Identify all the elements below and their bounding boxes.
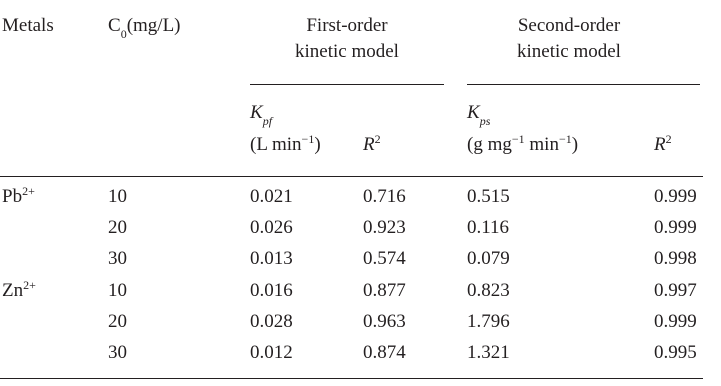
cell-r2-first: 0.716 [363,186,406,207]
header-r2-first-letter: R [363,134,375,155]
header-r2-first-sup: 2 [374,132,381,146]
metal-symbol: Pb [2,186,23,207]
header-first-order-line1: First-order [306,15,388,36]
cell-r2-second: 0.998 [654,248,697,269]
header-kps [467,102,491,128]
header-kps-unit-g: (g mg [467,134,512,155]
header-kps-letter: K [467,102,480,123]
cell-kpf: 0.013 [250,248,293,269]
second-order-group-rule [467,84,700,85]
cell-c0: 10 [108,280,127,301]
header-kpf-unit-close: ) [314,134,321,155]
cell-kpf: 0.012 [250,342,293,363]
cell-kps: 0.079 [467,248,510,269]
header-kpf-unit [250,134,321,157]
header-c0-subscript: 0 [120,27,127,41]
cell-c0: 30 [108,248,127,269]
header-second-order-line2: kinetic model [517,41,621,62]
header-kpf [250,102,273,128]
header-metals: Metals [2,15,54,36]
cell-c0: 10 [108,186,127,207]
header-kpf-unit-sup: −1 [301,132,315,146]
cell-kpf: 0.028 [250,311,293,332]
table-bottom-rule [0,378,703,379]
cell-c0: 30 [108,342,127,363]
cell-r2-first: 0.923 [363,217,406,238]
header-kps-unit [467,134,578,157]
header-c0 [108,15,181,41]
cell-r2-second: 0.999 [654,311,697,332]
header-kpf-subscript: pf [262,114,273,128]
cell-kps: 1.796 [467,311,510,332]
cell-r2-first: 0.963 [363,311,406,332]
header-kps-unit-close: ) [571,134,579,155]
header-kpf-letter: K [250,102,263,123]
header-r2-second [654,134,672,157]
header-rule [0,176,703,177]
cell-c0: 20 [108,217,127,238]
cell-r2-second: 0.999 [654,217,697,238]
cell-r2-second: 0.997 [654,280,697,301]
header-kps-unit-min: min [524,134,559,155]
header-r2-second-letter: R [654,134,666,155]
header-second-order [467,15,671,63]
cell-r2-second: 0.999 [654,186,697,207]
header-r2-second-sup: 2 [665,132,672,146]
metal-label-zn [2,280,36,303]
cell-kps: 0.116 [467,217,510,238]
cell-kps: 1.321 [467,342,510,363]
header-kps-unit-sup2: −1 [558,132,572,146]
cell-r2-first: 0.874 [363,342,406,363]
cell-kpf: 0.016 [250,280,293,301]
header-kpf-unit-text: (L min [250,134,302,155]
header-kps-unit-sup1: −1 [511,132,525,146]
metal-charge: 2+ [23,278,36,292]
header-r2-first [363,134,381,157]
cell-kps: 0.823 [467,280,510,301]
header-c0-letter: C [108,15,121,36]
metal-charge: 2+ [22,184,35,198]
cell-kpf: 0.021 [250,186,293,207]
first-order-group-rule [250,84,444,85]
header-first-order-line2: kinetic model [295,41,399,62]
header-kps-subscript: ps [479,114,491,128]
metal-label-pb [2,186,35,209]
header-first-order [250,15,444,63]
cell-kpf: 0.026 [250,217,293,238]
header-c0-unit: (mg/L) [126,15,181,36]
cell-r2-second: 0.995 [654,342,697,363]
cell-r2-first: 0.877 [363,280,406,301]
metal-symbol: Zn [2,280,24,301]
cell-kps: 0.515 [467,186,510,207]
cell-r2-first: 0.574 [363,248,406,269]
header-second-order-line1: Second-order [517,15,621,36]
cell-c0: 20 [108,311,127,332]
